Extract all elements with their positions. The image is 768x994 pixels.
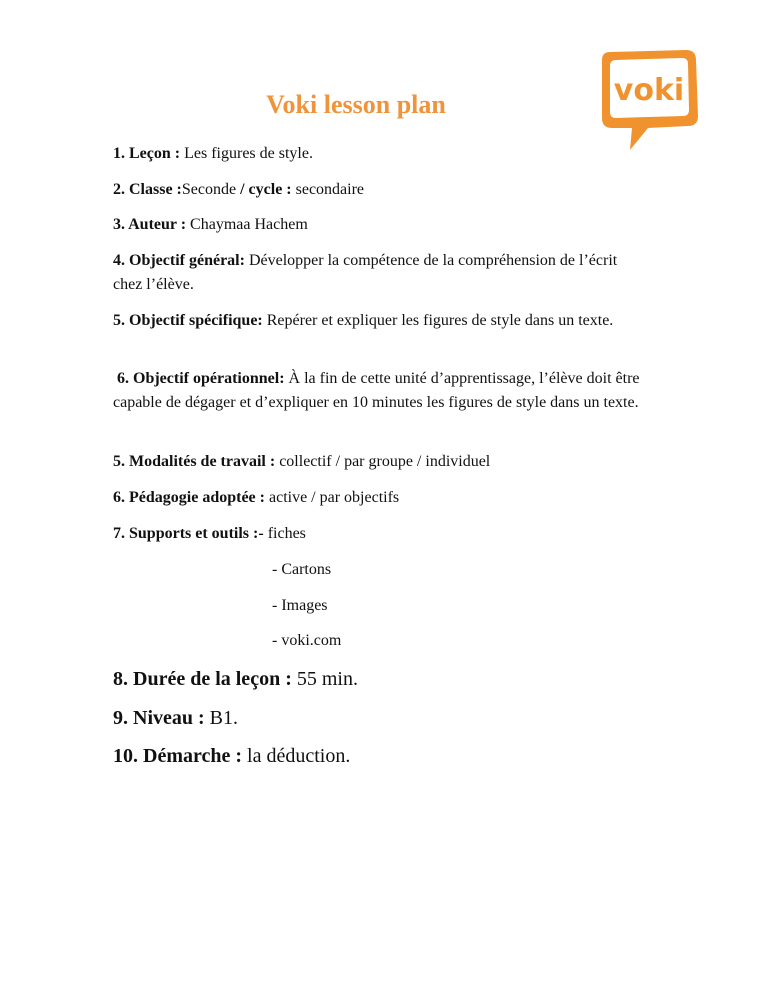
item-auteur-label: 3. Auteur : (113, 216, 187, 233)
item-classe-value: Seconde (181, 181, 237, 198)
item-objectif-general-value: Développer la compétence de la compréhension de l’écrit chez l’élève. (113, 252, 618, 293)
item-objectif-specifique-label: 5. Objectif spécifique: (113, 312, 263, 329)
item-pedagogie-value: active / par objectifs (264, 489, 400, 506)
supports-list-item: - voki.com (272, 632, 342, 649)
item-classe-sep: / (236, 181, 249, 198)
item-classe (113, 178, 673, 202)
supports-list-item: - Images (272, 597, 328, 614)
item-pedagogie (113, 486, 673, 510)
item-objectif-specifique-value: Repérer et expliquer les figures de style dans un texte. (262, 312, 614, 329)
item-classe-label: 2. Classe : (113, 181, 182, 198)
item-niveau (113, 705, 673, 731)
item-objectif-general (113, 249, 638, 297)
item-modalites-value: collectif / par groupe / individuel (275, 453, 491, 470)
item-auteur (113, 213, 673, 237)
logo-text: voki (613, 73, 685, 108)
item-modalites-label: 5. Modalités de travail : (113, 453, 276, 470)
item-objectif-operationnel (113, 367, 658, 415)
item-duree (113, 666, 673, 692)
item-demarche-label: 10. Démarche : (113, 745, 243, 767)
item-supports (113, 522, 673, 546)
item-niveau-label: 9. Niveau : (113, 707, 205, 729)
item-supports-label: 7. Supports et outils :- (113, 525, 264, 542)
item-cycle-value: secondaire (291, 181, 365, 198)
item-lecon-value: Les figures de style. (180, 145, 313, 162)
item-objectif-general-label: 4. Objectif général: (113, 252, 245, 269)
supports-list-item: - Cartons (272, 561, 332, 578)
item-niveau-value: B1. (204, 707, 239, 729)
item-duree-label: 8. Durée de la leçon : (113, 668, 292, 690)
item-objectif-operationnel-label: 6. Objectif opérationnel: (117, 370, 285, 387)
item-demarche-value: la déduction. (242, 745, 351, 767)
item-objectif-specifique (113, 309, 633, 333)
item-duree-value: 55 min. (291, 668, 358, 690)
item-lecon-label: 1. Leçon : (113, 145, 181, 162)
item-modalites (113, 450, 673, 474)
item-lecon (113, 142, 673, 166)
item-demarche (113, 743, 673, 769)
item-supports-value: fiches (263, 525, 306, 542)
item-objectif-operationnel-value: À la fin de cette unité d’apprentissage, l’élève doit être capable de dégager et d’expliquer en 10 minutes les figures de style dans un texte. (113, 370, 640, 411)
document-title: Voki lesson plan (266, 90, 446, 119)
item-pedagogie-label: 6. Pédagogie adoptée : (113, 489, 265, 506)
item-cycle-label: cycle : (248, 181, 292, 198)
item-auteur-value: Chaymaa Hachem (186, 216, 308, 233)
